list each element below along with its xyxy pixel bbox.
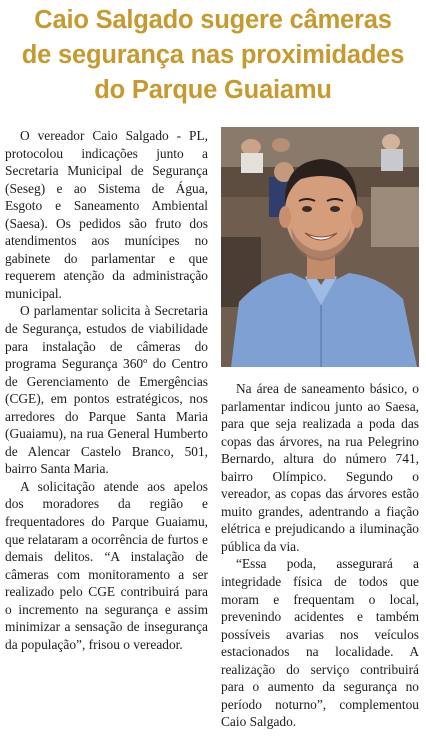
article-paragraph: A solicitação atende aos apelos dos moradores da região e frequentadores do Parque Guaiamu, que relataram a ocorrência de furtos e demais delitos. “A instalação de câmeras com monitoramento a ser realizado pelo CGE contribuirá para o incremento na segurança e assim minimizar a sensação de insegurança da população”, frisou o vereador. [5, 478, 208, 652]
headline-line: de segurança nas proximidades [21, 41, 405, 69]
article-paragraph: Na área de saneamento básico, o parlamentar indicou junto ao Saesa, para que seja realizada a poda das copas das árvores, na rua Pelegrino Bernardo, altura do número 741, bairro Olímpico. Segundo o vereador, as copas das árvores estão muito grandes, adentrando a fiação elétrica e prejudicando a iluminação pública da via. [221, 381, 419, 554]
article-paragraph: O vereador Caio Salgado - PL, protocolou indicações junto a Secretaria Municipal de Segurança (Seseg) e ao Sistema de Água, Esgoto e Saneamento Ambiental (Saesa). Os pedidos são fruto dos atendimentos aos munícipes no gabinete do parlamentar e que requerem atenção da administração municipal. [5, 128, 208, 301]
headline-line: Caio Salgado sugere câmeras [34, 6, 392, 34]
article-paragraph: O parlamentar solicita à Secretaria de Segurança, estudos de viabilidade para instalação de câmeras do programa Segurança 360º do Centro de Gerenciamento de Emergências (CGE), em pontos estratégicos, nos arredores do Parque Santa Maria (Guaiamu), na rua General Humberto de Alencar Castelo Branco, 501, bairro Santa Maria. [5, 303, 208, 477]
headline-line: do Parque Guaiamu [94, 76, 332, 104]
article-headline [6, 3, 420, 108]
article-paragraph: “Essa poda, assegurará a integridade física de todos que moram e frequentam o local, prevenindo acidentes e também possíveis avarias nos veículos estacionados na localidade. A realização do serviço contribuirá para o aumento da segurança no período noturno”, complementou Caio Salgado. [221, 556, 419, 730]
article-right-column [221, 380, 419, 731]
article-left-column [5, 127, 208, 653]
portrait-photo [221, 127, 419, 367]
